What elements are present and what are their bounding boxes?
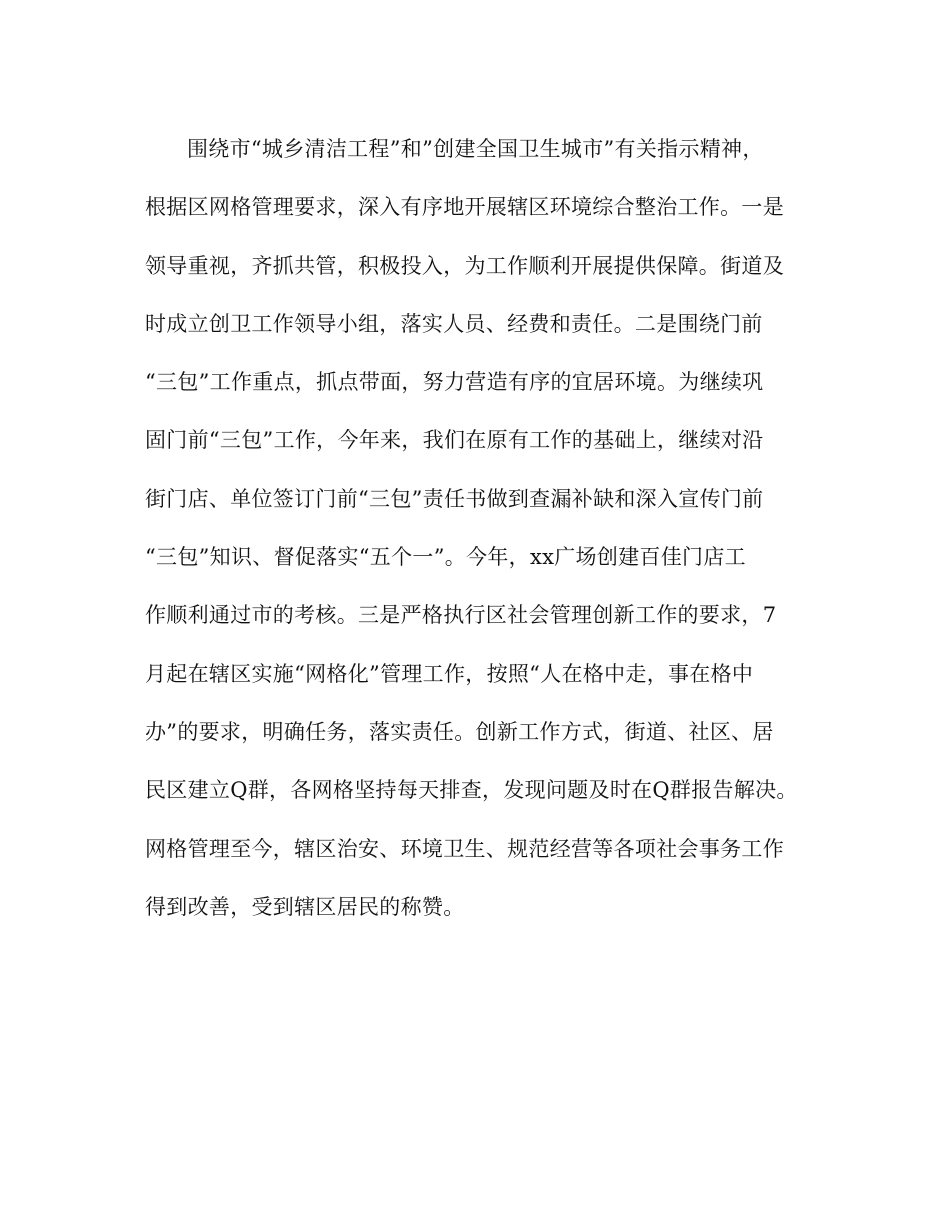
text-line: 时成立创卫工作领导小组，落实人员、经费和责任。二是围绕门前: [145, 311, 763, 336]
text-line: 得到改善，受到辖区居民的称赞。: [145, 894, 465, 919]
text-line: 围绕市“城乡清洁工程”和”创建全国卫生城市”有关指示精神，: [187, 137, 764, 161]
text-line: “三包”工作重点，抓点带面，努力营造有序的宜居环境。为继续巩: [145, 370, 764, 395]
text-line: 民区建立Q群，各网格坚持每天排查，发现问题及时在Q群报告解决。: [145, 778, 798, 803]
text-line: 作顺利通过市的考核。三是严格执行区社会管理创新工作的要求，7: [145, 603, 777, 628]
text-line: 网格管理至今，辖区治安、环境卫生、规范经营等各项社会事务工作: [145, 836, 784, 861]
text-line: 街门店、单位签订门前“三包”责任书做到查漏补缺和深入宣传门前: [145, 486, 764, 511]
paragraph: [145, 120, 825, 936]
text-line: “三包”知识、督促落实“五个一”。今年，xx广场创建百佳门店工: [145, 545, 746, 570]
text-line: 固门前“三包”工作，今年来，我们在原有工作的基础上，继续对沿: [145, 428, 764, 453]
text-line: 办”的要求，明确任务，落实责任。创新工作方式，街道、社区、居: [145, 719, 774, 744]
text-line: 领导重视，齐抓共管，积极投入，为工作顺利开展提供保障。街道及: [145, 253, 784, 278]
text-line: 月起在辖区实施“网格化”管理工作，按照“人在格中走，事在格中: [145, 661, 754, 686]
text-line: 根据区网格管理要求，深入有序地开展辖区环境综合整治工作。一是: [145, 195, 784, 220]
